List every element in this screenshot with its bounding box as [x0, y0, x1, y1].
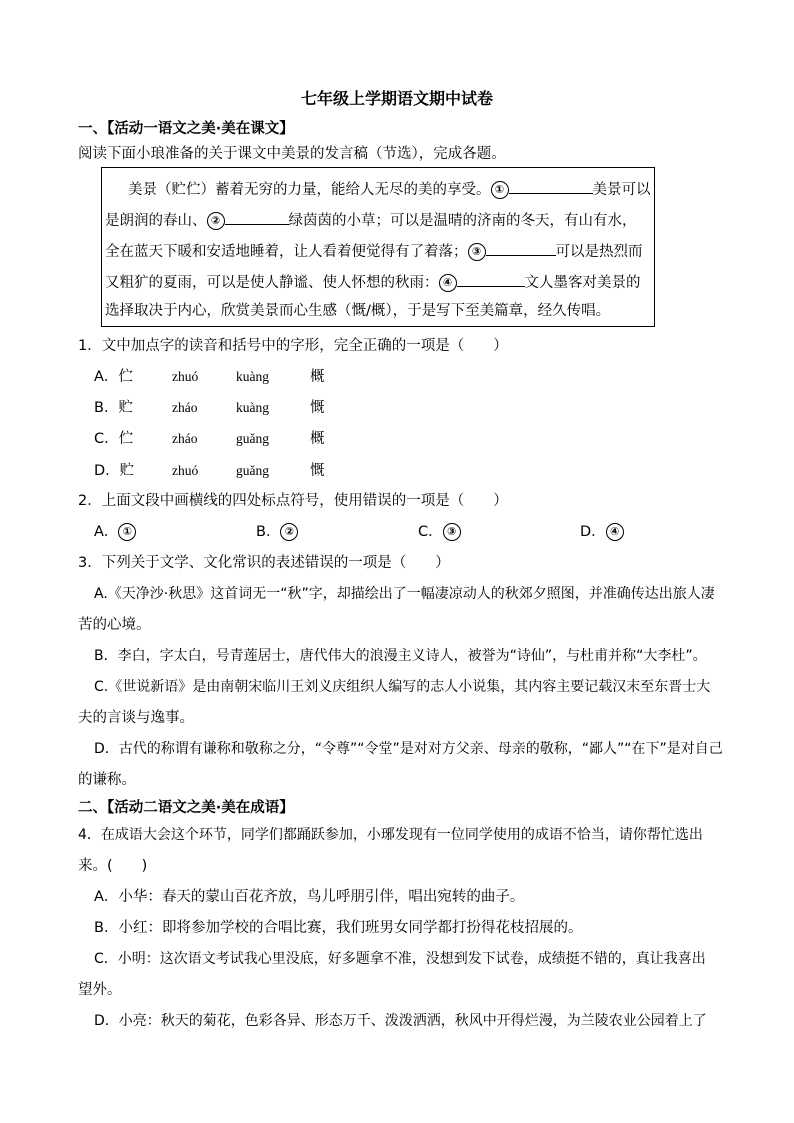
option-label: A．伫	[94, 369, 133, 385]
question-2-option-c[interactable]	[418, 522, 461, 542]
passage-text: 美景（贮伫）蓄着无穷的力量，能给人无尽的美的享受。	[128, 182, 491, 198]
passage-text: 美景可以	[592, 182, 651, 198]
section-1-heading: 一、【活动一语文之美·美在课文】	[78, 121, 294, 137]
option-mark: ②	[280, 523, 298, 541]
question-4-stem-cont: 来。( )	[78, 858, 148, 874]
blank-marker-1: ①	[491, 181, 509, 199]
passage-text: 可以是热烈而	[555, 244, 643, 260]
blank-marker-3: ③	[468, 243, 486, 261]
section-1-intro: 阅读下面小琅准备的关于课文中美景的发言稿（节选），完成各题。	[78, 146, 506, 162]
blank-2	[225, 208, 289, 225]
question-2-option-b[interactable]	[256, 522, 298, 542]
passage-text: 全在蓝天下暖和安适地睡着，让人看着便觉得有了着落；	[105, 244, 468, 260]
option-pinyin-2: guǎng	[236, 431, 269, 446]
option-label: C．伫	[94, 431, 134, 447]
question-4-option-d[interactable]: D．小亮：秋天的菊花，色彩各异、形态万千、泼泼洒洒，秋风中开得烂漫，为兰陵农业公园着上了	[94, 1013, 707, 1029]
passage-text: 是朗润的春山、	[105, 213, 207, 229]
option-label: D．贮	[94, 463, 135, 479]
option-mark: ③	[443, 523, 461, 541]
question-4-stem: 4．在成语大会这个环节，同学们都踊跃参加，小琊发现有一位同学使用的成语不恰当，请你帮忙选出	[78, 827, 703, 843]
option-pinyin-2: kuàng	[236, 369, 269, 384]
option-mark: ①	[118, 523, 136, 541]
question-4-option-a[interactable]: A．小华：春天的蒙山百花齐放，鸟儿呼朋引伴，唱出宛转的曲子。	[94, 889, 525, 905]
question-4-option-b[interactable]: B．小红：即将参加学校的合唱比赛，我们班男女同学都打扮得花枝招展的。	[94, 920, 583, 936]
question-4-option-c[interactable]: C．小明：这次语文考试我心里没底，好多题拿不准，没想到发下试卷，成绩挺不错的，真让我喜出	[94, 951, 706, 967]
question-3-option-a[interactable]: A.《天净沙·秋思》这首词无一“秋”字，却描绘出了一幅凄凉动人的秋郊夕照图，并准确传达出旅人凄	[94, 586, 715, 602]
option-pinyin-1: zháo	[172, 431, 198, 446]
question-3-option-c-cont: 夫的言谈与逸事。	[78, 710, 194, 726]
question-3-option-d[interactable]: D．古代的称谓有谦称和敬称之分，“令尊”“令堂”是对对方父亲、母亲的敬称，“鄙人”“在下”是对自己	[94, 741, 723, 757]
question-3-option-d-cont: 的谦称。	[78, 772, 136, 788]
option-pinyin-1: zhuó	[172, 369, 199, 384]
option-pinyin-2: guǎng	[236, 463, 269, 478]
passage-line-3	[105, 239, 643, 262]
option-pinyin-2: kuàng	[236, 400, 269, 415]
passage-text: 绿茵茵的小草；可以是温晴的济南的冬天，有山有水，	[288, 213, 637, 229]
question-3-stem: 3．下列关于文学、文化常识的表述错误的一项是（ ）	[78, 555, 450, 571]
blank-marker-4: ④	[439, 274, 457, 292]
question-1-stem: 1．文中加点字的读音和括号中的字形，完全正确的一项是（ ）	[78, 338, 508, 354]
passage-text: 文人墨客对美景的	[524, 275, 641, 291]
option-label: C．	[418, 524, 443, 540]
passage-line-4	[105, 270, 641, 293]
question-3-option-c[interactable]: C.《世说新语》是由南朝宋临川王刘义庆组织人编写的志人小说集，其内容主要记载汉末至东晋士大	[94, 679, 711, 695]
blank-3	[486, 239, 556, 256]
blank-1	[509, 177, 593, 194]
question-4-option-c-cont: 望外。	[78, 982, 122, 998]
question-2-option-a[interactable]	[94, 522, 136, 542]
passage-line-1	[128, 177, 651, 200]
passage-box	[101, 167, 655, 327]
question-2-stem: 2．上面文段中画横线的四处标点符号，使用错误的一项是（ ）	[78, 493, 508, 509]
option-label: A．	[94, 524, 119, 540]
option-char: 概	[310, 431, 325, 447]
page-title: 七年级上学期语文期中试卷	[300, 89, 493, 108]
passage-line-2	[105, 208, 637, 231]
blank-marker-2: ②	[207, 212, 225, 230]
question-3-option-b[interactable]: B．李白，字太白，号青莲居士，唐代伟大的浪漫主义诗人，被誉为“诗仙”，与杜甫并称“大李杜”。	[94, 648, 707, 664]
option-char: 慨	[310, 463, 325, 479]
option-label: D．	[580, 524, 606, 540]
passage-line-5: 选择取决于内心，欣赏美景而心生感（慨/概），于是写下至美篇章，经久传唱。	[105, 303, 611, 319]
option-pinyin-1: zháo	[172, 400, 198, 415]
option-label: B．贮	[94, 400, 133, 416]
blank-4	[457, 270, 525, 287]
option-label: B．	[256, 524, 281, 540]
question-3-option-a-cont: 苦的心境。	[78, 617, 151, 633]
passage-text: 又粗犷的夏雨，可以是使人静谧、使人怀想的秋雨：	[105, 275, 439, 291]
section-2-heading: 二、【活动二语文之美·美在成语】	[78, 800, 294, 816]
option-char: 概	[310, 369, 325, 385]
option-pinyin-1: zhuó	[172, 463, 199, 478]
option-char: 慨	[310, 400, 325, 416]
option-mark: ④	[606, 523, 624, 541]
question-2-option-d[interactable]	[580, 522, 624, 542]
